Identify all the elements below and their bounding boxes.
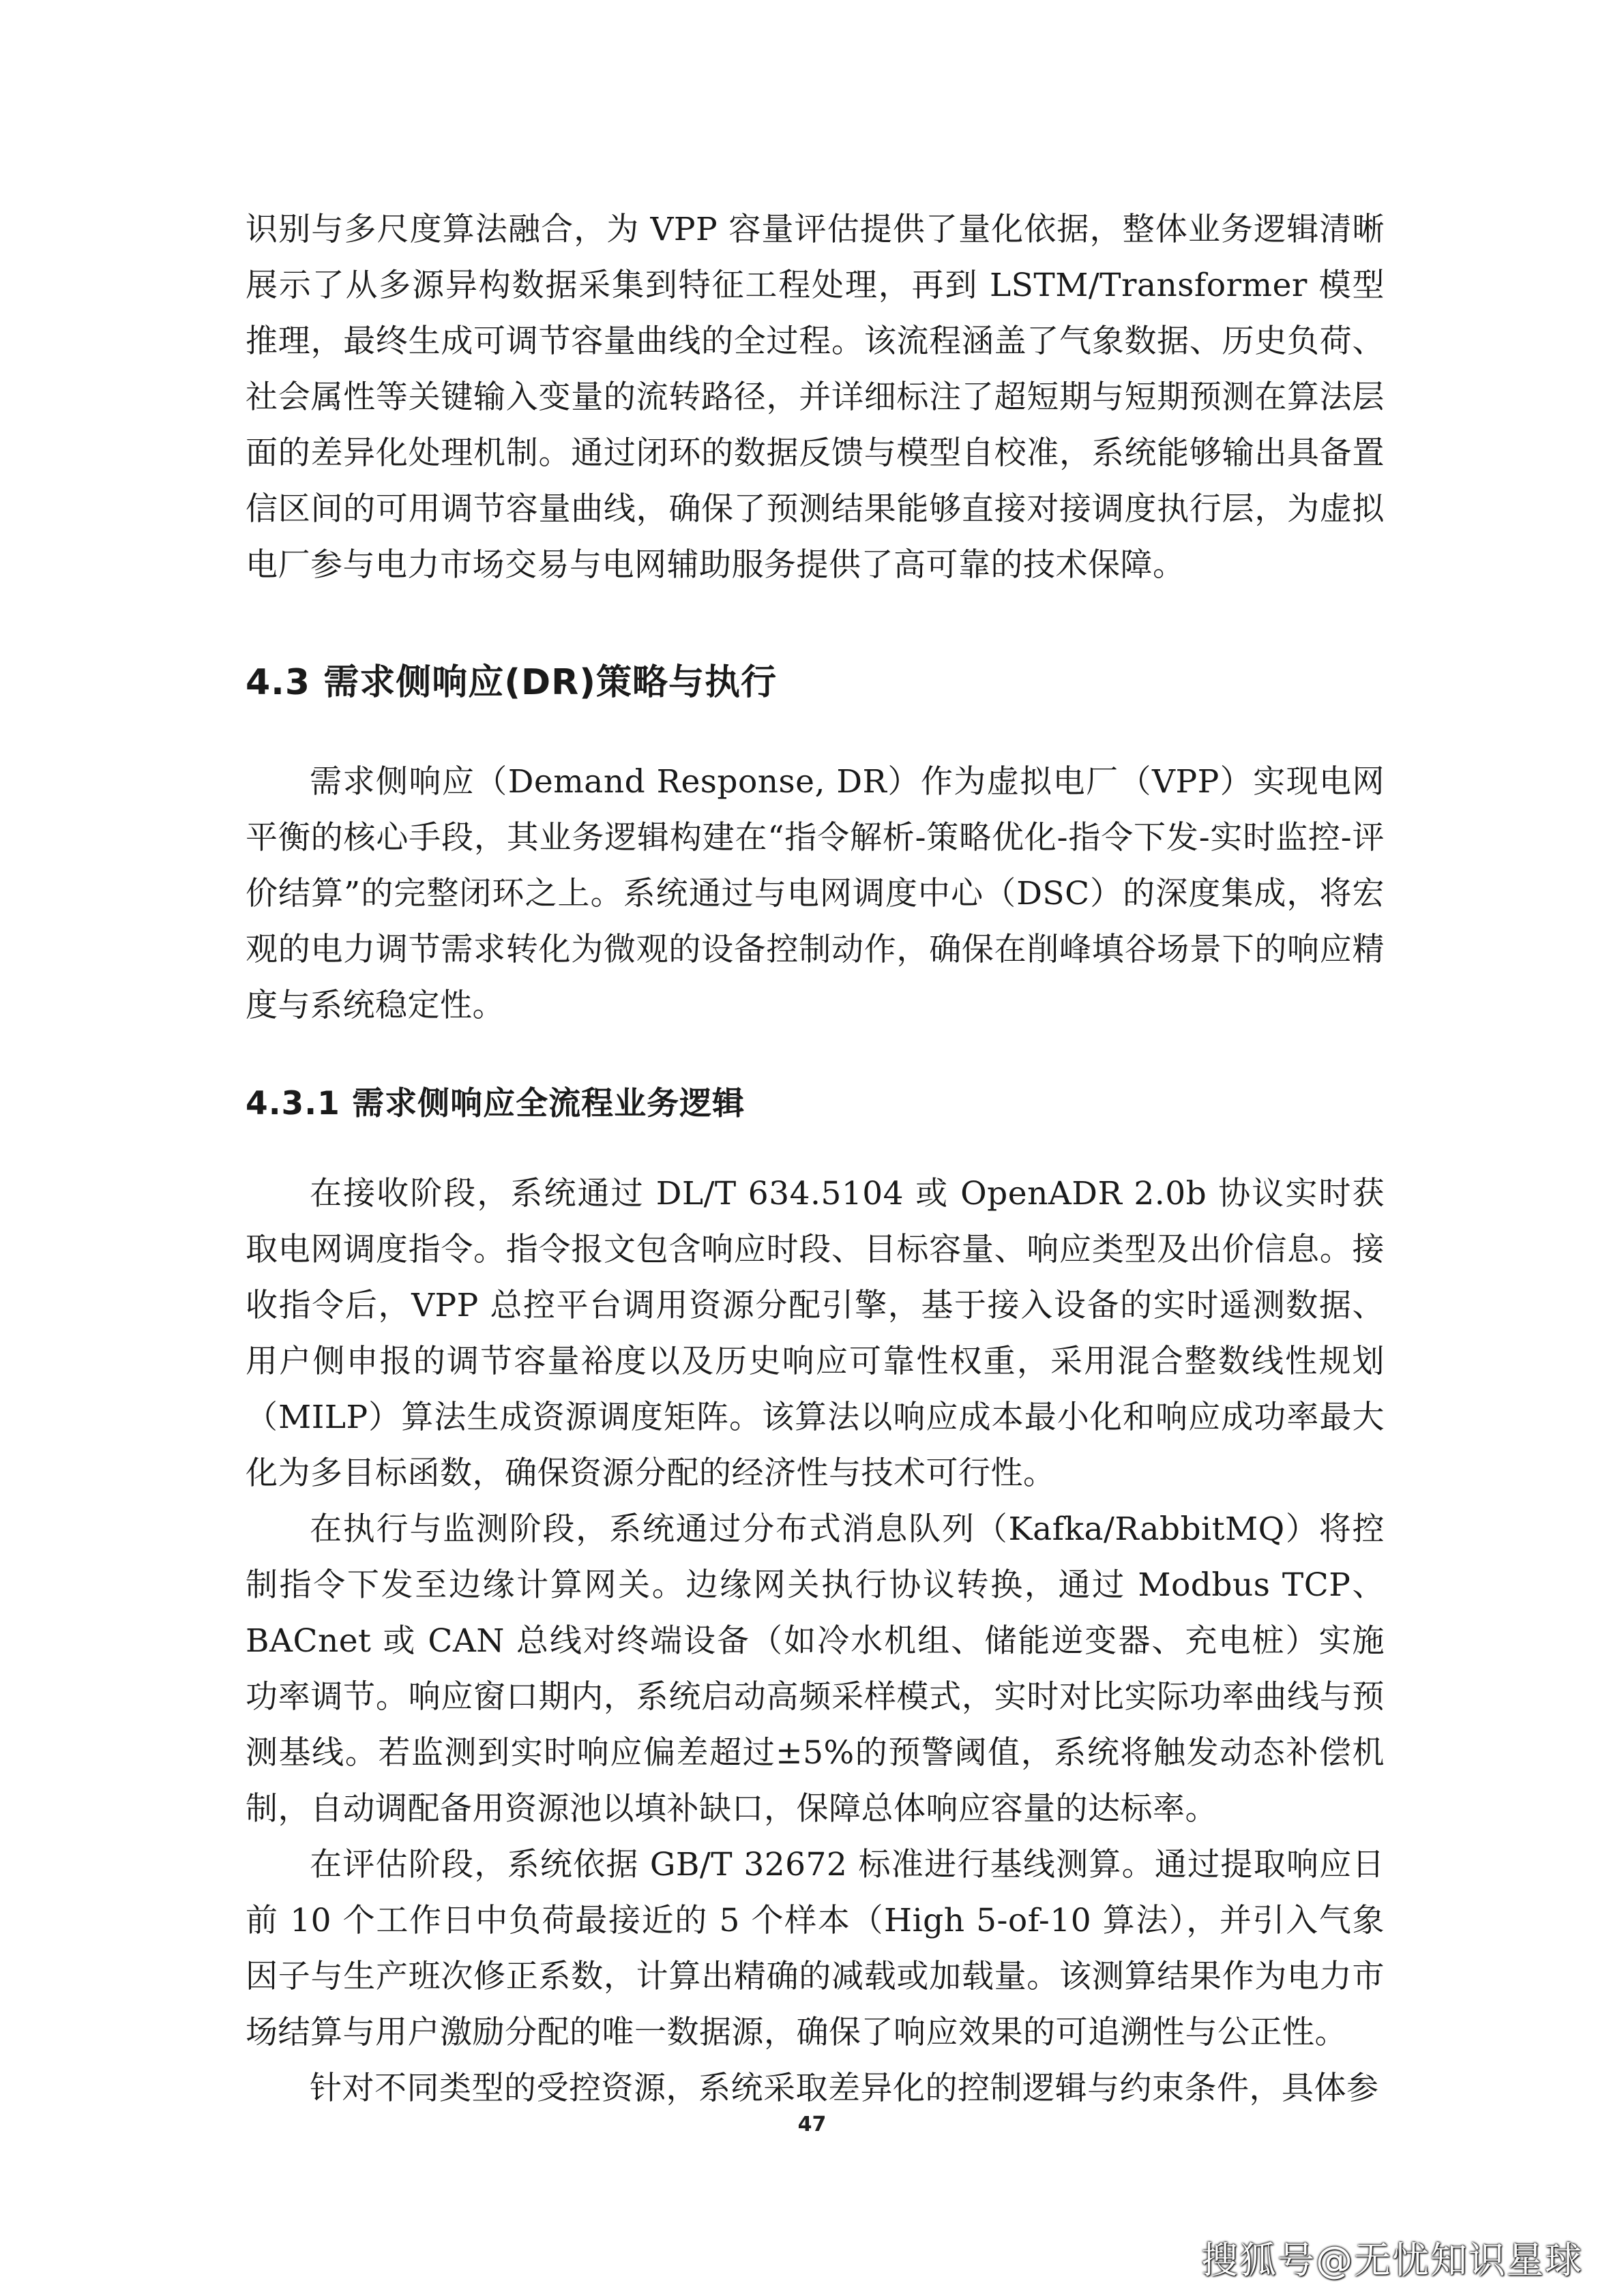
subsection-heading: 4.3.1 需求侧响应全流程业务逻辑 xyxy=(246,1085,745,1122)
body-paragraph-evaluate: 在评估阶段，系统依据 GB/T 32672 标准进行基线测算。通过提取响应日前 10 个工作日中负荷最接近的 5 个样本（High 5-of-10 算法），并引入气象因子与生产班次修正系数，计算出精确的减载或加载量。该测算结果作为电力市场结算与用户激励分配的唯一数据源，确保了响应效果的可追溯性与公正性。 xyxy=(246,1846,1385,2051)
page-content xyxy=(246,202,1385,2117)
watermark-text: 搜狐号@无忧知识星球 xyxy=(1201,2239,1583,2282)
body-paragraph-receive: 在接收阶段，系统通过 DL/T 634.5104 或 OpenADR 2.0b 协议实时获取电网调度指令。指令报文包含响应时段、目标容量、响应类型及出价信息。接收指令后，VPP 总控平台调用资源分配引擎，基于接入设备的实时遥测数据、用户侧申报的调节容量裕度以及历史响应可靠性权重，采用混合整数线性规划（MILP）算法生成资源调度矩阵。该算法以响应成本最小化和响应成功率最大化为多目标函数，确保资源分配的经济性与技术可行性。 xyxy=(246,1175,1385,1492)
body-paragraph-resources: 针对不同类型的受控资源，系统采取差异化的控制逻辑与约束条件，具体参 xyxy=(310,2070,1379,2107)
section-heading: 4.3 需求侧响应(DR)策略与执行 xyxy=(246,662,777,703)
section-paragraph: 需求侧响应（Demand Response, DR）作为虚拟电厂（VPP）实现电网平衡的核心手段，其业务逻辑构建在“指令解析-策略优化-指令下发-实时监控-评价结算”的完整闭环之上。系统通过与电网调度中心（DSC）的深度集成，将宏观的电力调节需求转化为微观的设备控制动作，确保在削峰填谷场景下的响应精度与系统稳定性。 xyxy=(246,763,1385,1024)
page-number: 47 xyxy=(797,2113,827,2136)
intro-paragraph: 识别与多尺度算法融合，为 VPP 容量评估提供了量化依据，整体业务逻辑清晰展示了从多源异构数据采集到特征工程处理，再到 LSTM/Transformer 模型推理，最终生成可调节容量曲线的全过程。该流程涵盖了气象数据、历史负荷、社会属性等关键输入变量的流转路径，并详细标注了超短期与短期预测在算法层面的差异化处理机制。通过闭环的数据反馈与模型自校准，系统能够输出具备置信区间的可用调节容量曲线，确保了预测结果能够直接对接调度执行层，为虚拟电厂参与电力市场交易与电网辅助服务提供了高可靠的技术保障。 xyxy=(246,211,1385,584)
body-paragraph-execute: 在执行与监测阶段，系统通过分布式消息队列（Kafka/RabbitMQ）将控制指令下发至边缘计算网关。边缘网关执行协议转换，通过 Modbus TCP、BACnet 或 CAN 总线对终端设备（如冷水机组、储能逆变器、充电桩）实施功率调节。响应窗口期内，系统启动高频采样模式，实时对比实际功率曲线与预测基线。若监测到实时响应偏差超过±5%的预警阈值，系统将触发动态补偿机制，自动调配备用资源池以填补缺口，保障总体响应容量的达标率。 xyxy=(246,1510,1385,1828)
